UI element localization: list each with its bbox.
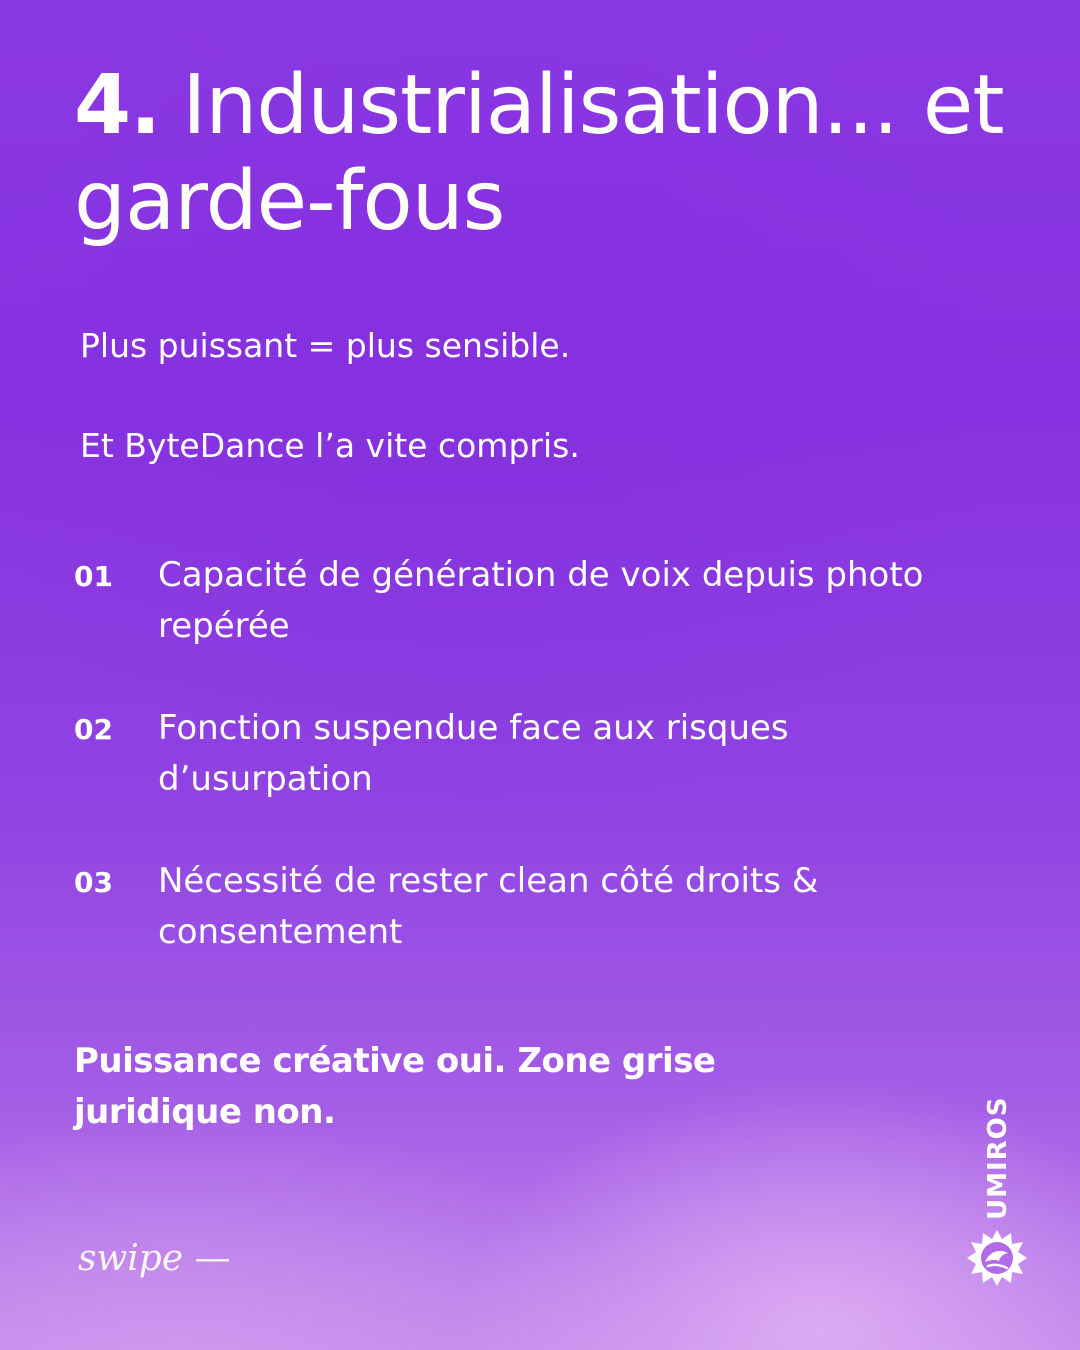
list-item-number: 03 [74, 866, 113, 899]
closing-statement: Puissance créative oui. Zone grise juridique non. [74, 1041, 716, 1132]
swipe-hint: swipe — [78, 1238, 231, 1279]
list-item [74, 856, 974, 958]
list-item [74, 703, 974, 805]
list-item-text: Nécessité de rester clean côté droits & consentement [158, 861, 819, 952]
brand-mark [965, 1090, 1029, 1290]
list-item-text: Fonction suspendue face aux risques d’usurpation [158, 708, 789, 799]
section-number: 4. [74, 58, 161, 153]
sun-badge-icon [965, 1228, 1029, 1292]
headline [74, 58, 1054, 250]
list-item-number: 01 [74, 560, 113, 593]
brand-name: UMIROS [983, 1096, 1013, 1220]
list-item [74, 550, 974, 652]
list-item-number: 02 [74, 713, 113, 746]
list-item-text: Capacité de génération de voix depuis photo repérée [158, 555, 924, 646]
intro-line-1: Plus puissant = plus sensible. [80, 326, 571, 365]
headline-title: Industrialisation... et garde-fous [74, 58, 1004, 249]
intro-line-2: Et ByteDance l’a vite compris. [80, 426, 580, 465]
